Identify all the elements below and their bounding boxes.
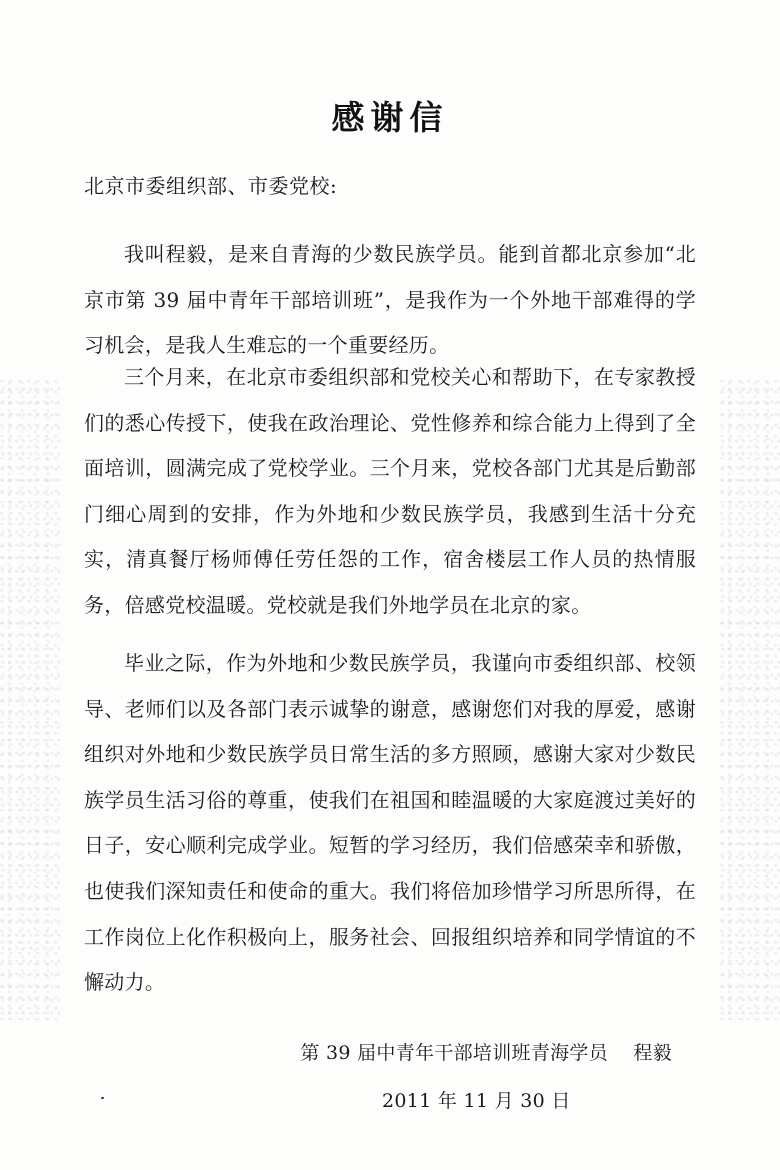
paragraph-2: 三个月来，在北京市委组织部和党校关心和帮助下，在专家教授们的悉心传授下，使我在政治理论、党性修养和综合能力上得到了全面培训，圆满完成了党校学业。三个月来，党校各部门尤其是后勤部门细心周到的安排，作为外地和少数民族学员，我感到生活十分充实，清真餐厅杨师傅任劳任怨的工作，宿舍楼层工作人员的热情服务，倍感党校温暖。党校就是我们外地学员在北京的家。: [84, 365, 696, 617]
signature: 第 39 届中青年干部培训班青海学员 程毅: [300, 1042, 672, 1064]
paragraph-1: 我叫程毅，是来自青海的少数民族学员。能到首都北京参加“北京市第 39 届中青年干部培训班”，是我作为一个外地干部难得的学习机会，是我人生难忘的一个重要经历。: [84, 242, 696, 358]
letter-date: 2011 年 11 月 30 日: [382, 1090, 571, 1112]
scan-noise-right: [720, 380, 780, 1020]
scan-noise-left: [0, 380, 60, 1020]
paragraph-3: 毕业之际，作为外地和少数民族学员，我谨向市委组织部、校领导、老师们以及各部门表示诚挚的谢意，感谢您们对我的厚爱，感谢组织对外地和少数民族学员日常生活的多方照顾，感谢大家对少数民族学员生活习俗的尊重，使我们在祖国和睦温暖的大家庭渡过美好的日子，安心顺利完成学业。短暂的学习经历，我们倍感荣幸和骄傲，也使我们深知责任和使命的重大。我们将倍加珍惜学习所思所得，在工作岗位上化作积极向上，服务社会、回报组织培养和同学情谊的不懈动力。: [84, 651, 696, 995]
salutation: 北京市委组织部、市委党校:: [84, 174, 338, 198]
letter-title: 感谢信: [331, 98, 449, 137]
ink-speck: [101, 1097, 104, 1099]
